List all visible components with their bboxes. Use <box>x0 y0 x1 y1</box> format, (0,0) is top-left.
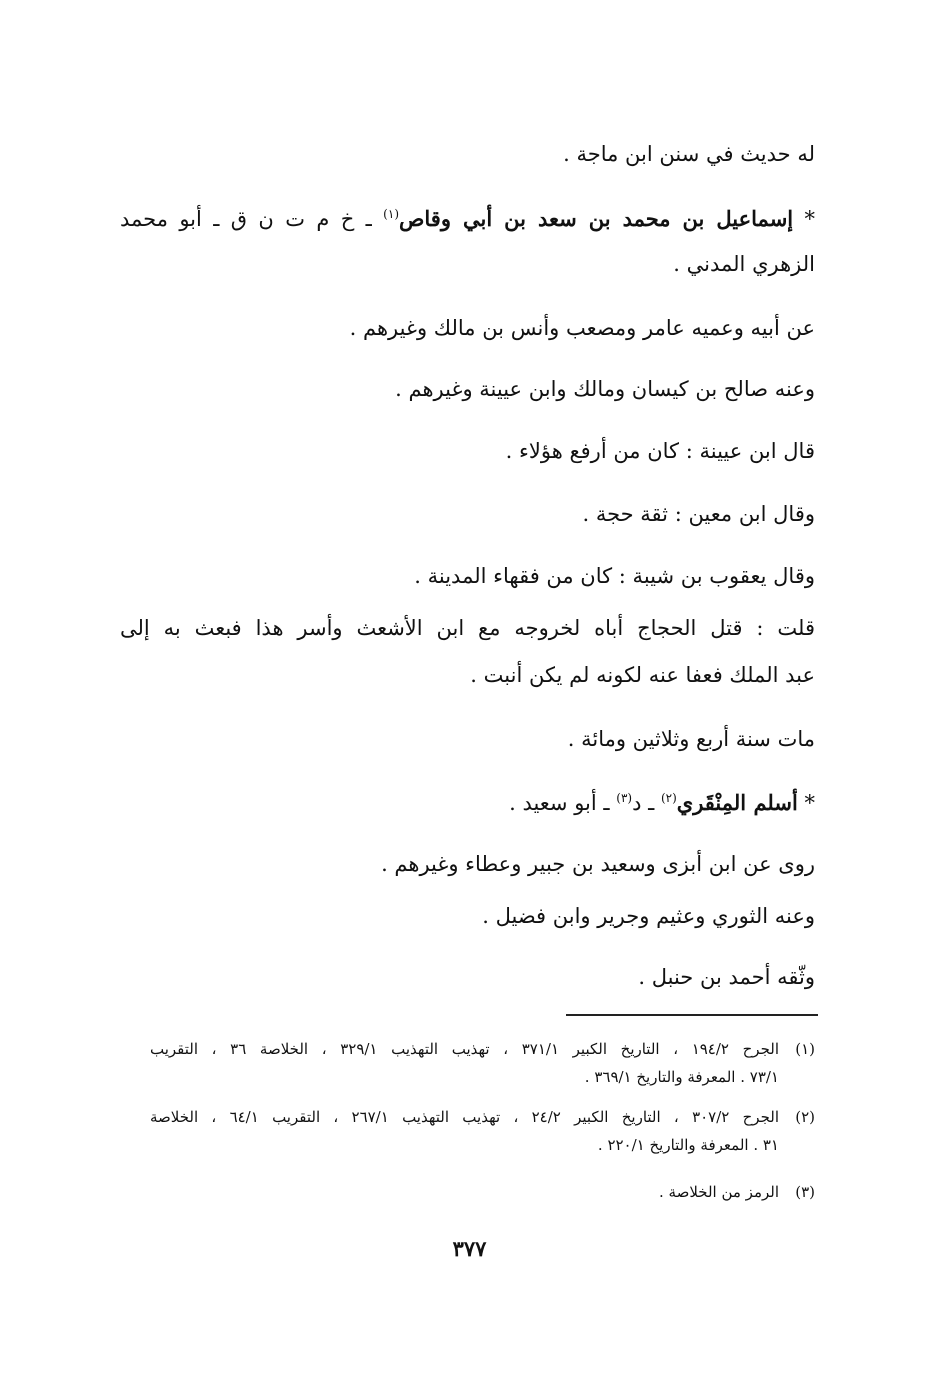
footnote-text: الجرح ٣٠٧/٢ ، التاريخ الكبير ٢٤/٢ ، تهذيب التهذيب ٢٦٧/١ ، التقريب ٦٤/١ ، الخلاصة <box>150 1108 780 1126</box>
footnote-text: ٣١ . المعرفة والتاريخ ٢٢٠/١ . <box>597 1136 779 1154</box>
text-line: مات سنة أربع وثلاثين ومائة . <box>567 727 815 751</box>
footnote-ref: (١) <box>383 207 399 221</box>
footnote-ref: (٢) <box>660 791 677 805</box>
text-line: وقال يعقوب بن شيبة : كان من فقهاء المدينة . <box>414 564 815 588</box>
footnote-ref: (٣) <box>616 791 633 805</box>
entry-name: أسلم المِنْقَري <box>676 790 798 815</box>
text-line: وعنه الثوري وعثيم وجرير وابن فضيل . <box>482 904 815 928</box>
entry-star: * <box>804 207 815 231</box>
text-line: روى عن ابن أبزى وسعيد بن جبير وعطاء وغيرهم . <box>381 852 815 876</box>
text-line: وعنه صالح بن كيسان ومالك وابن عيينة وغيرهم . <box>395 377 815 401</box>
entry-star: * <box>804 791 815 815</box>
footnote-number: (١) <box>795 1040 815 1058</box>
text-line: الزهري المدني . <box>673 252 815 276</box>
footnote-text: الرمز من الخلاصة . <box>659 1183 779 1201</box>
text-line: وثّقه أحمد بن حنبل . <box>638 965 815 989</box>
text-line: قلت : قتل الحجاج أباه لخروجه مع ابن الأشعث وأسر هذا فبعث به إلى <box>120 616 815 640</box>
footnote-3 <box>150 1183 815 1201</box>
page-number: ٣٧٧ <box>452 1236 487 1261</box>
entry-heading-ismail: * إسماعيل بن محمد بن سعد بن أبي وقاص$^{(١)}$ ـ خ م ت ن ق ـ أبو محمد <box>120 206 815 231</box>
entry-heading-aslam: * أسلم المِنْقَري$^{(٢)}$ ـ د$^{(٣)}$ ـ أبو سعيد . <box>509 790 815 815</box>
text-line: وقال ابن معين : ثقة حجة . <box>582 502 815 526</box>
footnote-separator <box>566 1014 818 1016</box>
footnote-text: ٧٣/١ . المعرفة والتاريخ ٣٦٩/١ . <box>584 1068 779 1086</box>
entry-name: إسماعيل بن محمد بن سعد بن أبي وقاص <box>399 206 794 231</box>
footnote-2 <box>150 1108 815 1154</box>
footnote-number: (٣) <box>795 1183 815 1201</box>
text-line: له حديث في سنن ابن ماجة . <box>563 142 815 166</box>
text-line: عبد الملك فعفا عنه لكونه لم يكن أنبت . <box>470 663 815 687</box>
text-line: قال ابن عيينة : كان من أرفع هؤلاء . <box>505 439 815 463</box>
footnote-1 <box>150 1040 815 1086</box>
text-line: عن أبيه وعميه عامر ومصعب وأنس بن مالك وغيرهم . <box>349 316 815 340</box>
footnote-text: الجرح ١٩٤/٢ ، التاريخ الكبير ٣٧١/١ ، تهذيب التهذيب ٣٢٩/١ ، الخلاصة ٣٦ ، التقريب <box>150 1040 779 1058</box>
footnote-number: (٢) <box>795 1108 815 1126</box>
